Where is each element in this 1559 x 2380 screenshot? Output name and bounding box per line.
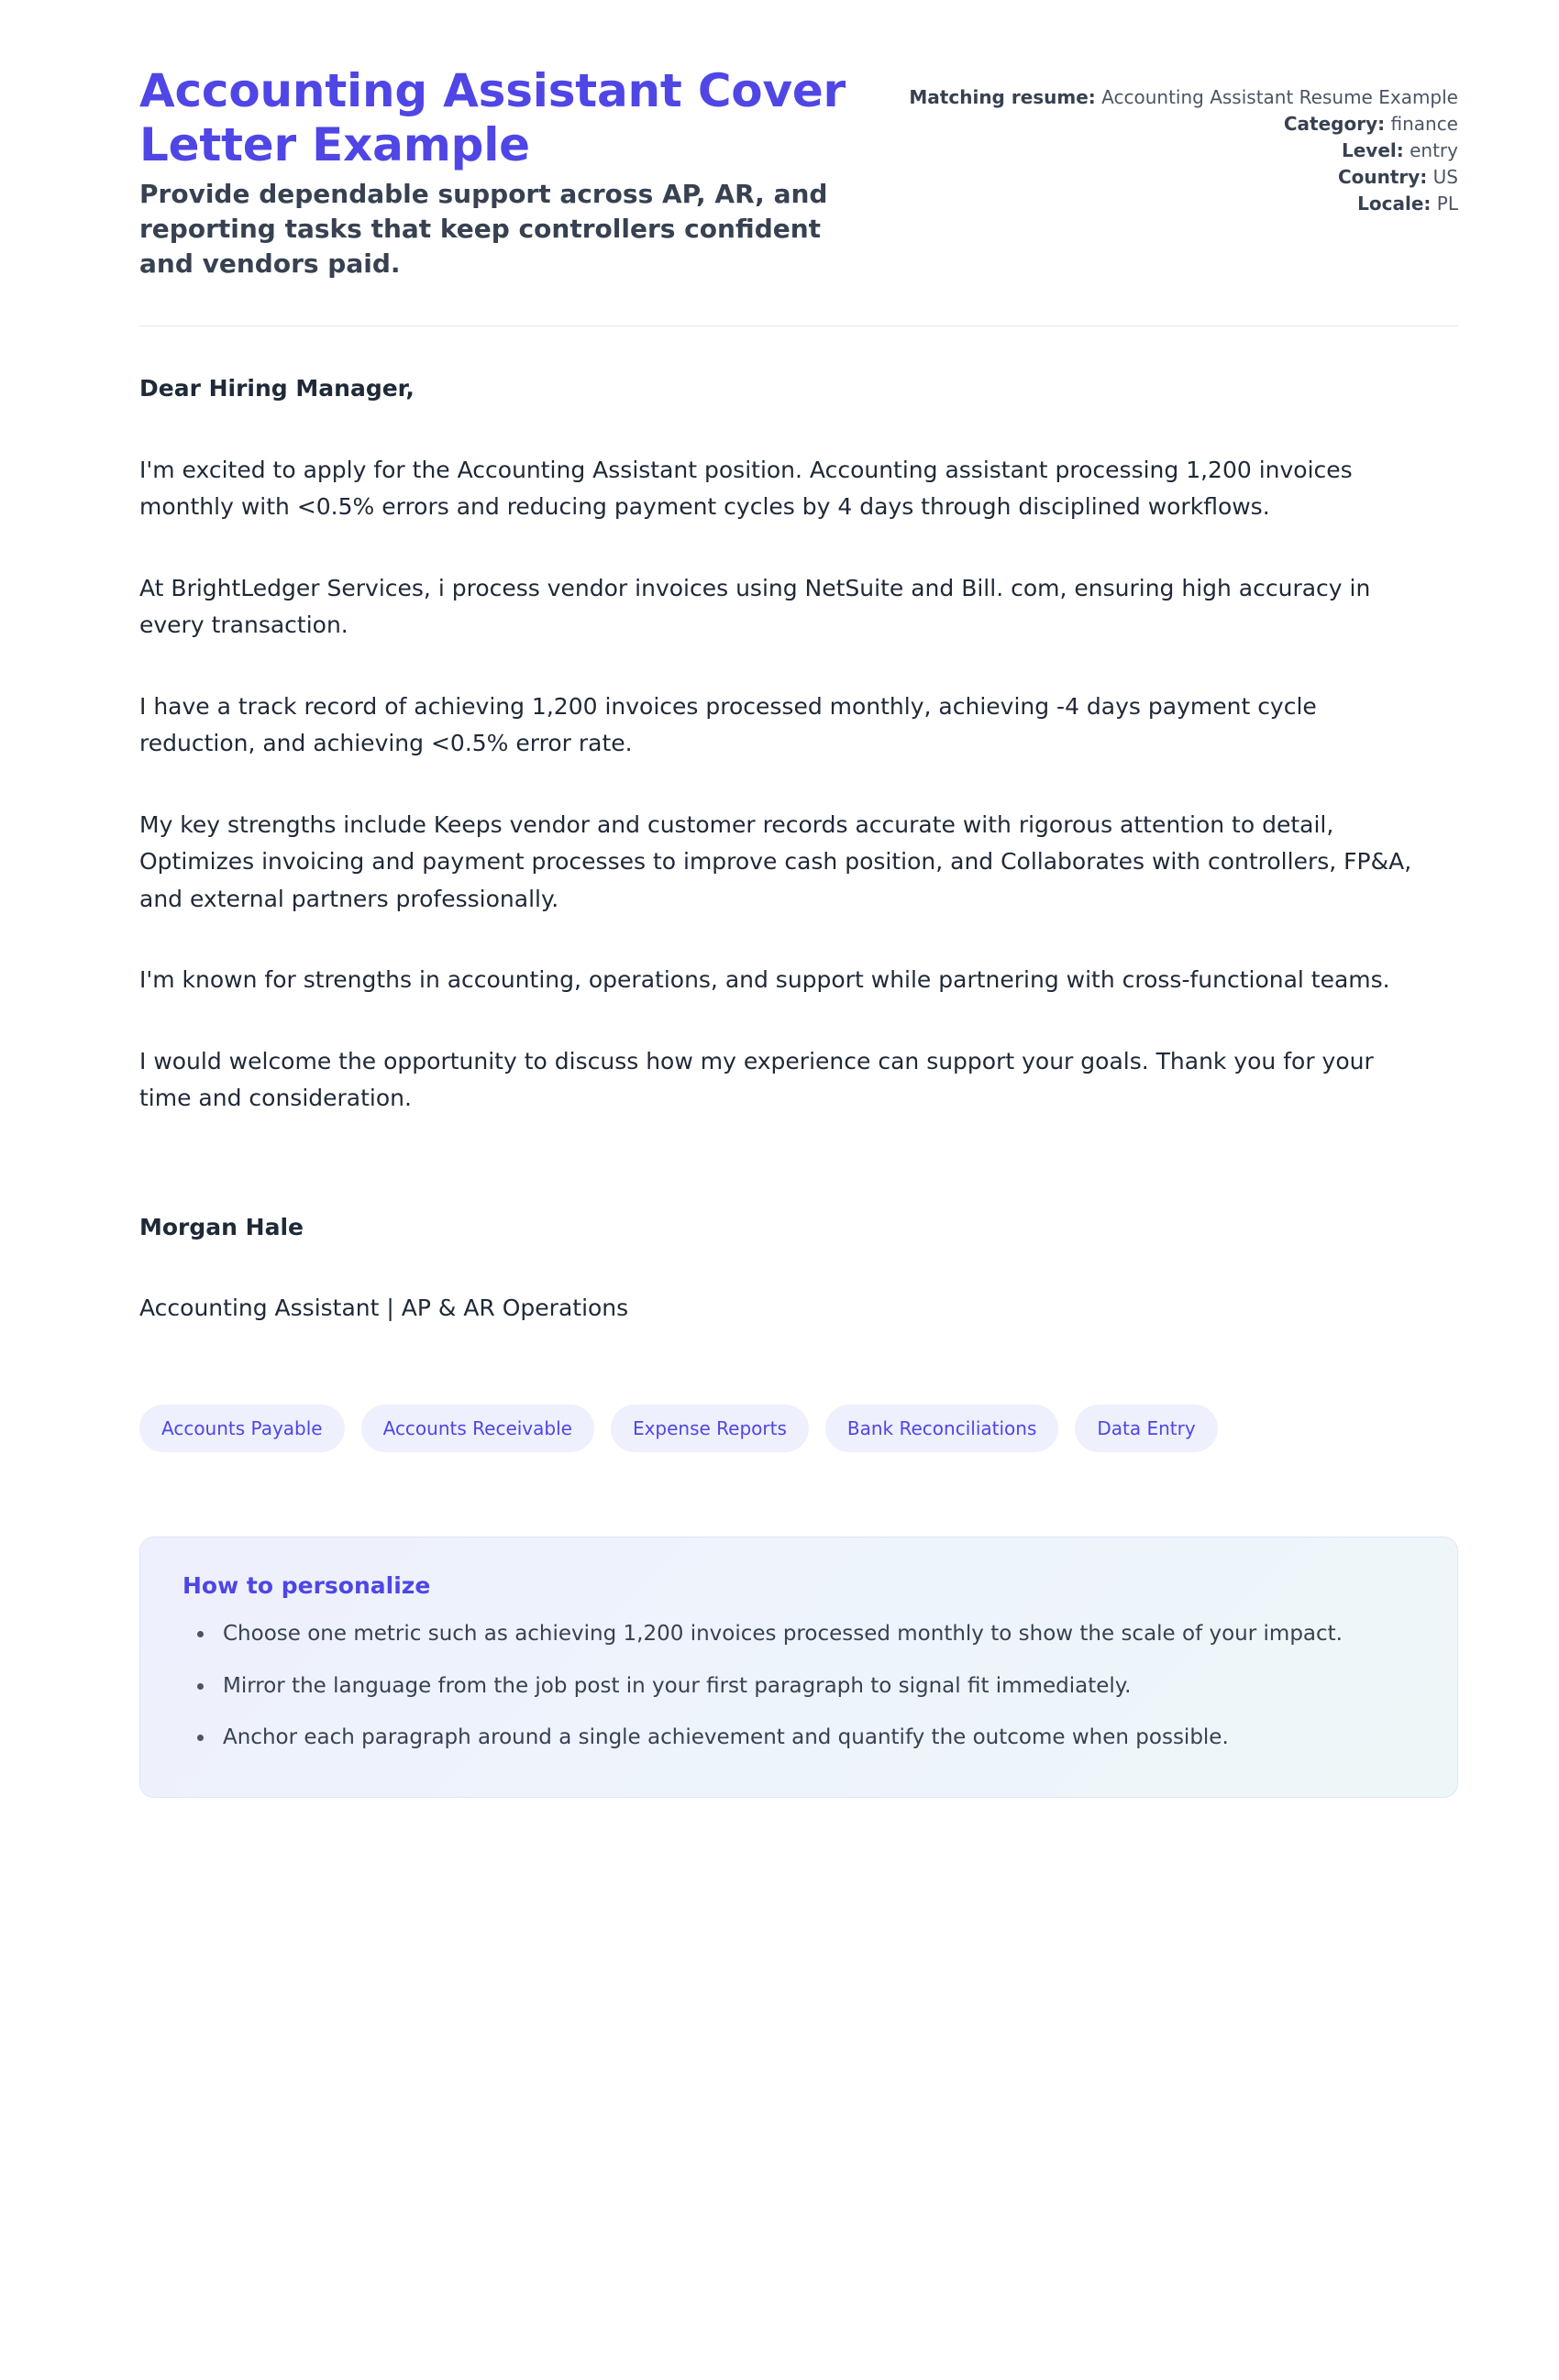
meta-matching-resume-label: Matching resume: xyxy=(909,86,1096,108)
meta-locale-value: PL xyxy=(1436,193,1458,215)
skill-chip[interactable]: Accounts Receivable xyxy=(361,1405,594,1452)
callout-list-item: • Anchor each paragraph around a single achievement and quantify the outcome when possible. xyxy=(216,1721,1406,1755)
meta-matching-resume-value: Accounting Assistant Resume Example xyxy=(1101,86,1458,108)
letter-paragraph: I'm known for strengths in accounting, operations, and support while partnering with cross-functional teams. xyxy=(139,966,1390,994)
signature-block xyxy=(139,1209,1458,1328)
letter-paragraph: I have a track record of achieving 1,200 invoices processed monthly, achieving -4 days payment cycle reduction, and achieving <0.5% error rate. xyxy=(139,692,1317,757)
salutation: Dear Hiring Manager, xyxy=(139,375,415,402)
meta-locale-label: Locale: xyxy=(1357,193,1432,215)
page-subtitle: Provide dependable support across AP, AR, and reporting tasks that keep controllers confident and vendors paid. xyxy=(139,179,828,280)
meta-category-label: Category: xyxy=(1283,113,1386,135)
page-title: Accounting Assistant Cover Letter Example xyxy=(139,64,846,171)
skill-chip[interactable]: Expense Reports xyxy=(611,1405,809,1452)
meta-country-value: US xyxy=(1432,166,1458,188)
skill-chip[interactable]: Accounts Payable xyxy=(139,1405,345,1452)
header-divider xyxy=(139,325,1458,326)
meta-country-label: Country: xyxy=(1337,166,1428,188)
callout-list-item: • Mirror the language from the job post in your first paragraph to signal fit immediately. xyxy=(216,1669,1406,1703)
meta-level xyxy=(909,138,1458,164)
document-header xyxy=(139,64,1458,281)
meta-level-value: entry xyxy=(1410,139,1458,161)
letter-body xyxy=(139,370,1458,1328)
meta-category-value: finance xyxy=(1390,113,1458,135)
meta-level-label: Level: xyxy=(1341,139,1404,161)
meta-matching-resume xyxy=(909,84,1458,111)
letter-paragraph: At BrightLedger Services, i process vendor invoices using NetSuite and Bill. com, ensuring high accuracy in every transaction. xyxy=(139,574,1371,639)
skill-chip-list xyxy=(139,1405,1458,1452)
callout-list xyxy=(182,1617,1415,1755)
letter-paragraph: I'm excited to apply for the Accounting Assistant position. Accounting assistant processing 1,200 invoices monthly with <0.5% errors and reducing payment cycles by 4 days through disciplined workflows. xyxy=(139,456,1353,521)
signature-role: Accounting Assistant | AP & AR Operations xyxy=(139,1295,629,1322)
letter-paragraph: I would welcome the opportunity to discuss how my experience can support your goals. Thank you for your time and consideration. xyxy=(139,1047,1374,1112)
meta-country xyxy=(909,164,1458,191)
letter-paragraph: My key strengths include Keeps vendor and customer records accurate with rigorous attention to detail, Optimizes invoicing and payment processes to improve cash position, and Collaborates with controllers, FP&A, and external partners professionally. xyxy=(139,810,1412,912)
signature-name: Morgan Hale xyxy=(139,1213,304,1240)
callout-title: How to personalize xyxy=(182,1571,431,1599)
document-meta xyxy=(909,64,1458,217)
skill-chip[interactable]: Bank Reconciliations xyxy=(825,1405,1058,1452)
callout-list-item: • Choose one metric such as achieving 1,200 invoices processed monthly to show the scale of your impact. xyxy=(216,1617,1406,1651)
meta-category xyxy=(909,111,1458,138)
meta-locale xyxy=(909,191,1458,217)
header-text-block xyxy=(139,64,872,281)
skill-chip[interactable]: Data Entry xyxy=(1075,1405,1217,1452)
personalization-callout xyxy=(139,1537,1458,1798)
